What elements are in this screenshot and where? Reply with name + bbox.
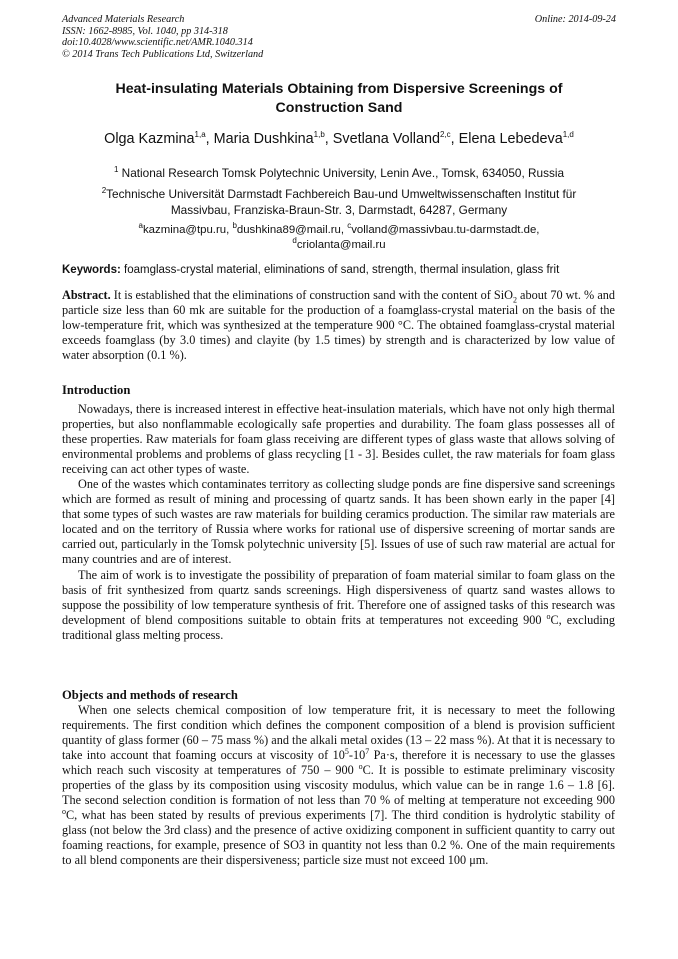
paragraph-text: Pa·s, therefore it is necessary to use the glasses which reach such viscosity at temperatures of 750 – 900 [62,748,616,778]
paragraph: One of the wastes which contaminates territory as collecting sludge ponds are fine dispersive sand screenings which are formed as result of mining and processing of quartz sands. It has been shown early in the paper [4] that some types of such wastes are raw materials for building ceramics production. The similar raw materials are located and on the territory of Russia where works for rational use of dispersive screening of mortar sands are carried out, particularly in the Tomsk polytechnic university [5]. Issues of use of such raw material are actual for many countries and are of interest. [62,477,615,567]
email-link[interactable]: volland@massivbau.tu-darmstadt.de, [351,224,540,236]
email-mark: a [138,221,143,231]
section-heading-methods: Objects and methods of research [62,688,238,702]
author-affiliation-mark: 1,b [313,130,325,140]
affiliation-text: National Research Tomsk Polytechnic University, Lenin Ave., Tomsk, 634050, Russia [121,166,565,180]
superscript: o [62,807,66,817]
superscript: 5 [344,747,349,757]
methods-body [62,703,615,869]
paragraph: Nowadays, there is increased interest in effective heat-insulation materials, which have not only high thermal properties, but also nonflammable ecologically safe properties and durability. The foam glass possesses all of these properties. Raw materials for foam glass receiving are different types of glass waste that allows solving of environmental problems and problems of glass recycling [1 - 3]. Besides cullet, the raw materials for foam glass receiving can act other types of waste. [62,402,615,477]
affiliation-number: 2 [101,186,107,196]
paragraph [62,703,615,869]
journal-issn: ISSN: 1662-8985, Vol. 1040, pp 314-318 [62,25,228,37]
subscript: 2 [512,295,517,305]
author-affiliation-mark: 1,d [562,130,574,140]
paper-title [62,80,616,118]
affiliation-text: Technische Universität Darmstadt Fachbereich Bau-und Umweltwissenschaften Institut für [106,187,577,201]
paragraph-text: When one selects chemical composition of low temperature frit, it is necessary to meet the following requirements. The first condition which defines the component composition of a blend is provision sufficient quantity of glass former (60 – 75 mass %) and the alkali metal oxides (13 – 22 mass %). At that it is necessary to take into account that foaming occurs at viscosity of 10 [62,703,615,763]
keywords [62,263,622,278]
paper-title-line-2: Construction Sand [275,100,403,116]
author-list: Olga Kazmina$^{1,a}$, Maria Dushkina$^{1,b}$, Svetlana Volland$^{2,c}$, Elena Lebedeva$^{1,d}$ [104,130,574,147]
journal-name: Advanced Materials Research [62,14,185,25]
author-name: Svetlana Volland [332,131,440,147]
author-affiliation-mark: 1,a [194,130,206,140]
author-affiliation-mark: 2,c [440,130,451,140]
online-date: Online: 2014-09-24 [534,14,616,25]
journal-doi: doi:10.4028/www.scientific.net/AMR.1040.314 [62,37,253,49]
superscript: 7 [365,747,370,757]
author-name: Maria Dushkina [213,131,314,147]
author-name: Olga Kazmina [104,131,195,147]
journal-copyright: © 2014 Trans Tech Publications Ltd, Switzerland [62,48,264,60]
email-link[interactable]: kazmina@tpu.ru, [142,224,230,236]
author-name: Elena Lebedeva [458,131,563,147]
email-link[interactable]: criolanta@mail.ru [296,239,386,251]
email-mark: c [347,221,352,231]
email-link[interactable]: dushkina89@mail.ru, [236,224,345,236]
superscript: o [546,611,551,621]
email-mark: b [232,221,237,231]
affiliation-1 [62,166,616,182]
superscript: o [358,762,363,772]
abstract [62,288,615,363]
paragraph [62,568,615,643]
email-mark: d [292,236,297,246]
paragraph-text: C. It is possible to estimate preliminary viscosity properties of the glass by its composition using viscosity modulus, which value can be in range 1.6 – 1.8 [6]. The second selection condition is formation of not less than 70 % of melting at temperature not exceeding 900 [62,763,615,808]
paragraph-text: C, what has been stated by results of previous experiments [7]. The third condition is hydrolytic stability of glass (not below the 3rd class) and the presence of active oxidizing component in sufficient quantity to carry out foaming reactions, for example, presence of SO3 in quantity not less than 0.2 %. One of the main requirements to all blend components are their dispersiveness; particle size must not exceed 100 μm. [62,808,615,868]
abstract-label: Abstract. [62,288,111,302]
introduction-body [62,402,615,643]
paragraph-text: -10 [348,748,366,763]
author-emails [62,223,616,253]
affiliation-number: 1 [113,165,119,175]
keywords-text: foamglass-crystal material, eliminations of sand, strength, thermal insulation, glass frit [124,264,560,276]
keywords-label: Keywords: [62,264,121,276]
affiliation-2 [62,187,616,218]
paper-title-line-1: Heat-insulating Materials Obtaining from Dispersive Screenings of [115,81,563,97]
abstract-text: about 70 wt. % and particle size less than 60 mk are suitable for the production of a foamglass-crystal material on the basis of the low-temperature frit, which was synthesized at the temperature 900 °C. The obtained foamglass-crystal material exceeds foamglass (by 3.0 times) and clayite (by 1.5 times) by strength and is characterized by low value of water absorption (0.1 %). [62,288,616,363]
section-heading-introduction: Introduction [62,383,131,397]
paragraph-text: C, excluding traditional glass melting process. [62,612,615,642]
affiliation-text: Massivbau, Franziska-Braun-Str. 3, Darmstadt, 64287, Germany [170,202,508,217]
paragraph-text: The aim of work is to investigate the possibility of preparation of foam material similar to foam glass on the basis of frit synthesized from quartz sands screenings. High dispersiveness of quartz sand wastes allows to suppose the possibility of low temperature synthesis of frit. Therefore one of assigned tasks of this research was development of blend compositions suitable to obtain frits at temperatures not exceeding 900 [62,567,615,627]
abstract-text: It is established that the eliminations of construction sand with the content of SiO [113,288,513,302]
journal-header [62,14,616,60]
